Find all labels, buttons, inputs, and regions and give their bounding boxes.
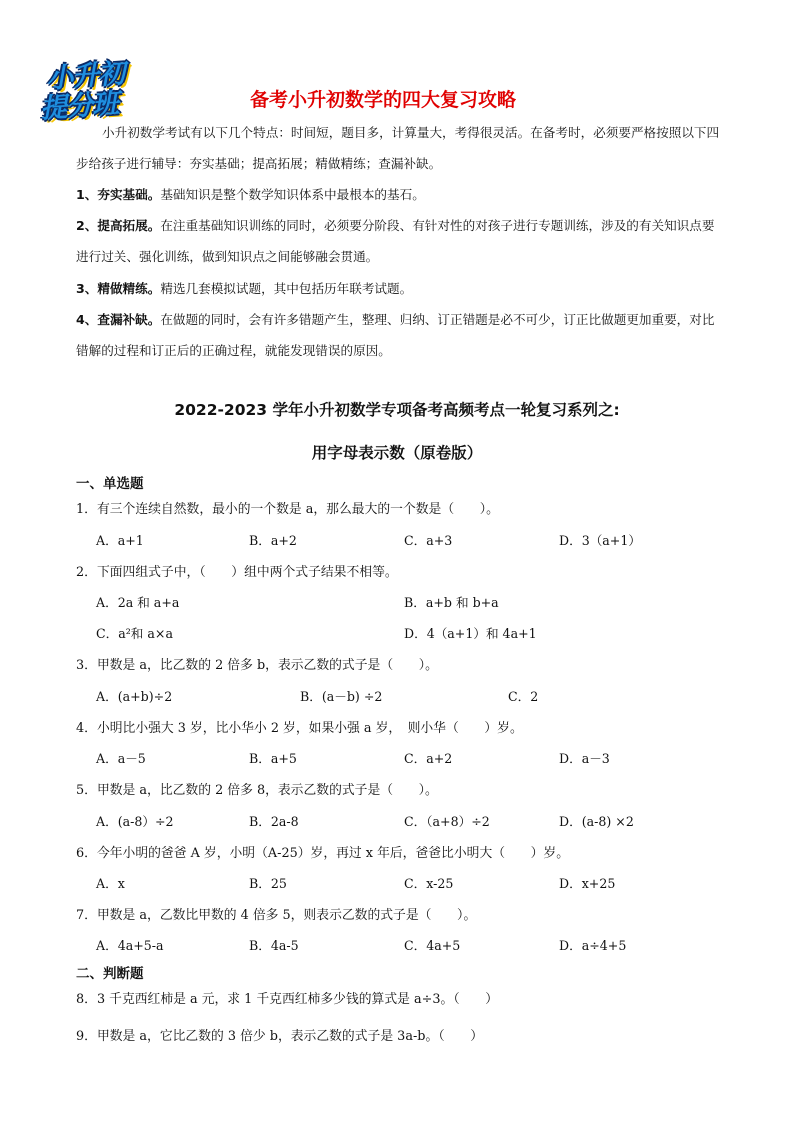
section-single-choice: 一、单选题 (76, 476, 144, 492)
option-b: B．a+2 (249, 533, 297, 548)
exam-title-line2: 用字母表示数（原卷版） (311, 444, 483, 462)
question-1: 1．有三个连续自然数，最小的一个数是 a，那么最大的一个数是（ ）。 (76, 502, 499, 517)
option-b: B．a+5 (249, 751, 297, 766)
question-3-options (96, 686, 736, 706)
option-c: C．4a+5 (404, 938, 461, 953)
tip-4 (76, 305, 720, 366)
option-a: A．4a+5-a (96, 938, 164, 953)
tip-2 (76, 211, 720, 272)
strategy-title: 备考小升初数学的四大复习攻略 (250, 89, 517, 111)
exam-title-line1: 2022-2023 学年小升初数学专项备考高频考点一轮复习系列之: (174, 401, 620, 419)
option-a: A．a+1 (96, 533, 144, 548)
tip-2-text: 在注重基础知识训练的同时，必须要分阶段、有针对性的对孩子进行专题训练，涉及的有关知识点要进行过关、强化训练，做到知识点之间能够融会贯通。 (76, 218, 715, 264)
option-b: B．4a-5 (249, 938, 299, 953)
question-3: 3．甲数是 a，比乙数的 2 倍多 b，表示乙数的式子是（ ）。 (76, 658, 438, 673)
tip-1 (76, 180, 720, 211)
option-d: D．a÷4+5 (559, 938, 627, 953)
intro-paragraph: 小升初数学考试有以下几个特点：时间短，题目多，计算量大，考得很灵活。在备考时，必须要严格按照以下四步给孩子进行辅导：夯实基础；提高拓展；精做精练；查漏补缺。 (76, 125, 720, 171)
option-a: A．x (96, 876, 125, 891)
tip-1-text: 基础知识是整个数学知识体系中最根本的基石。 (160, 187, 425, 202)
question-1-options (96, 530, 736, 550)
xiaoshengchu-logo (39, 54, 156, 125)
option-a: A．a－5 (96, 751, 146, 766)
question-9: 9．甲数是 a，它比乙数的 3 倍少 b，表示乙数的式子是 3a-b。（ ） (76, 1029, 484, 1044)
option-d: D．x+25 (559, 876, 616, 891)
tip-4-label: 4、查漏补缺。 (76, 312, 161, 327)
option-b: B．a+b 和 b+a (404, 595, 499, 610)
logo-text-line1: 小升初 (45, 58, 126, 95)
question-6: 6．今年小明的爸爸 A 岁，小明（A-25）岁，再过 x 年后，爸爸比小明大（ ）岁。 (76, 846, 570, 861)
question-4: 4．小明比小强大 3 岁，比小华小 2 岁，如果小强 a 岁， 则小华（ ）岁。 (76, 721, 523, 736)
option-c: C．2 (508, 689, 539, 704)
option-d: D．4（a+1）和 4a+1 (404, 626, 537, 641)
option-c: C．a+2 (404, 751, 453, 766)
option-b: B．(a－b) ÷2 (300, 689, 383, 704)
tip-4-text: 在做题的同时，会有许多错题产生，整理、归纳、订正错题是必不可少，订正比做题更加重要，对比错解的过程和订正后的正确过程，就能发现错误的原因。 (76, 312, 715, 358)
question-5: 5．甲数是 a，比乙数的 2 倍多 8，表示乙数的式子是（ ）。 (76, 783, 438, 798)
question-2-options-row1 (96, 592, 736, 612)
option-a: A．2a 和 a+a (96, 595, 180, 610)
option-d: D．(a-8) ×2 (559, 814, 634, 829)
question-5-options (96, 811, 736, 831)
tip-3 (76, 274, 720, 305)
option-b: B．25 (249, 876, 287, 891)
question-6-options (96, 873, 736, 893)
tip-3-label: 3、精做精练。 (76, 281, 161, 296)
question-2-options-row2 (96, 623, 736, 643)
tip-1-label: 1、夯实基础。 (76, 187, 161, 202)
option-d: D．3（a+1） (559, 533, 641, 548)
question-2: 2．下面四组式子中，（ ）组中两个式子结果不相等。 (76, 565, 398, 580)
option-c: C．a+3 (404, 533, 453, 548)
tip-3-text: 精选几套模拟试题，其中包括历年联考试题。 (160, 281, 413, 296)
question-7-options (96, 935, 736, 955)
option-a: A．(a+b)÷2 (96, 689, 173, 704)
tip-2-label: 2、提高拓展。 (76, 218, 161, 233)
section-true-false: 二、判断题 (76, 966, 144, 982)
option-c: C．x-25 (404, 876, 454, 891)
question-7: 7．甲数是 a，乙数比甲数的 4 倍多 5，则表示乙数的式子是（ ）。 (76, 908, 477, 923)
question-8: 8．3 千克西红柿是 a 元，求 1 千克西红柿多少钱的算式是 a÷3。（ ） (76, 992, 499, 1007)
option-c: C．a²和 a×a (96, 626, 173, 641)
option-c: C．（a+8）÷2 (404, 814, 490, 829)
question-4-options (96, 748, 736, 768)
option-b: B．2a-8 (249, 814, 299, 829)
option-d: D．a－3 (559, 751, 610, 766)
option-a: A．(a-8）÷2 (96, 814, 174, 829)
logo-text-line2: 提分班 (39, 88, 120, 125)
